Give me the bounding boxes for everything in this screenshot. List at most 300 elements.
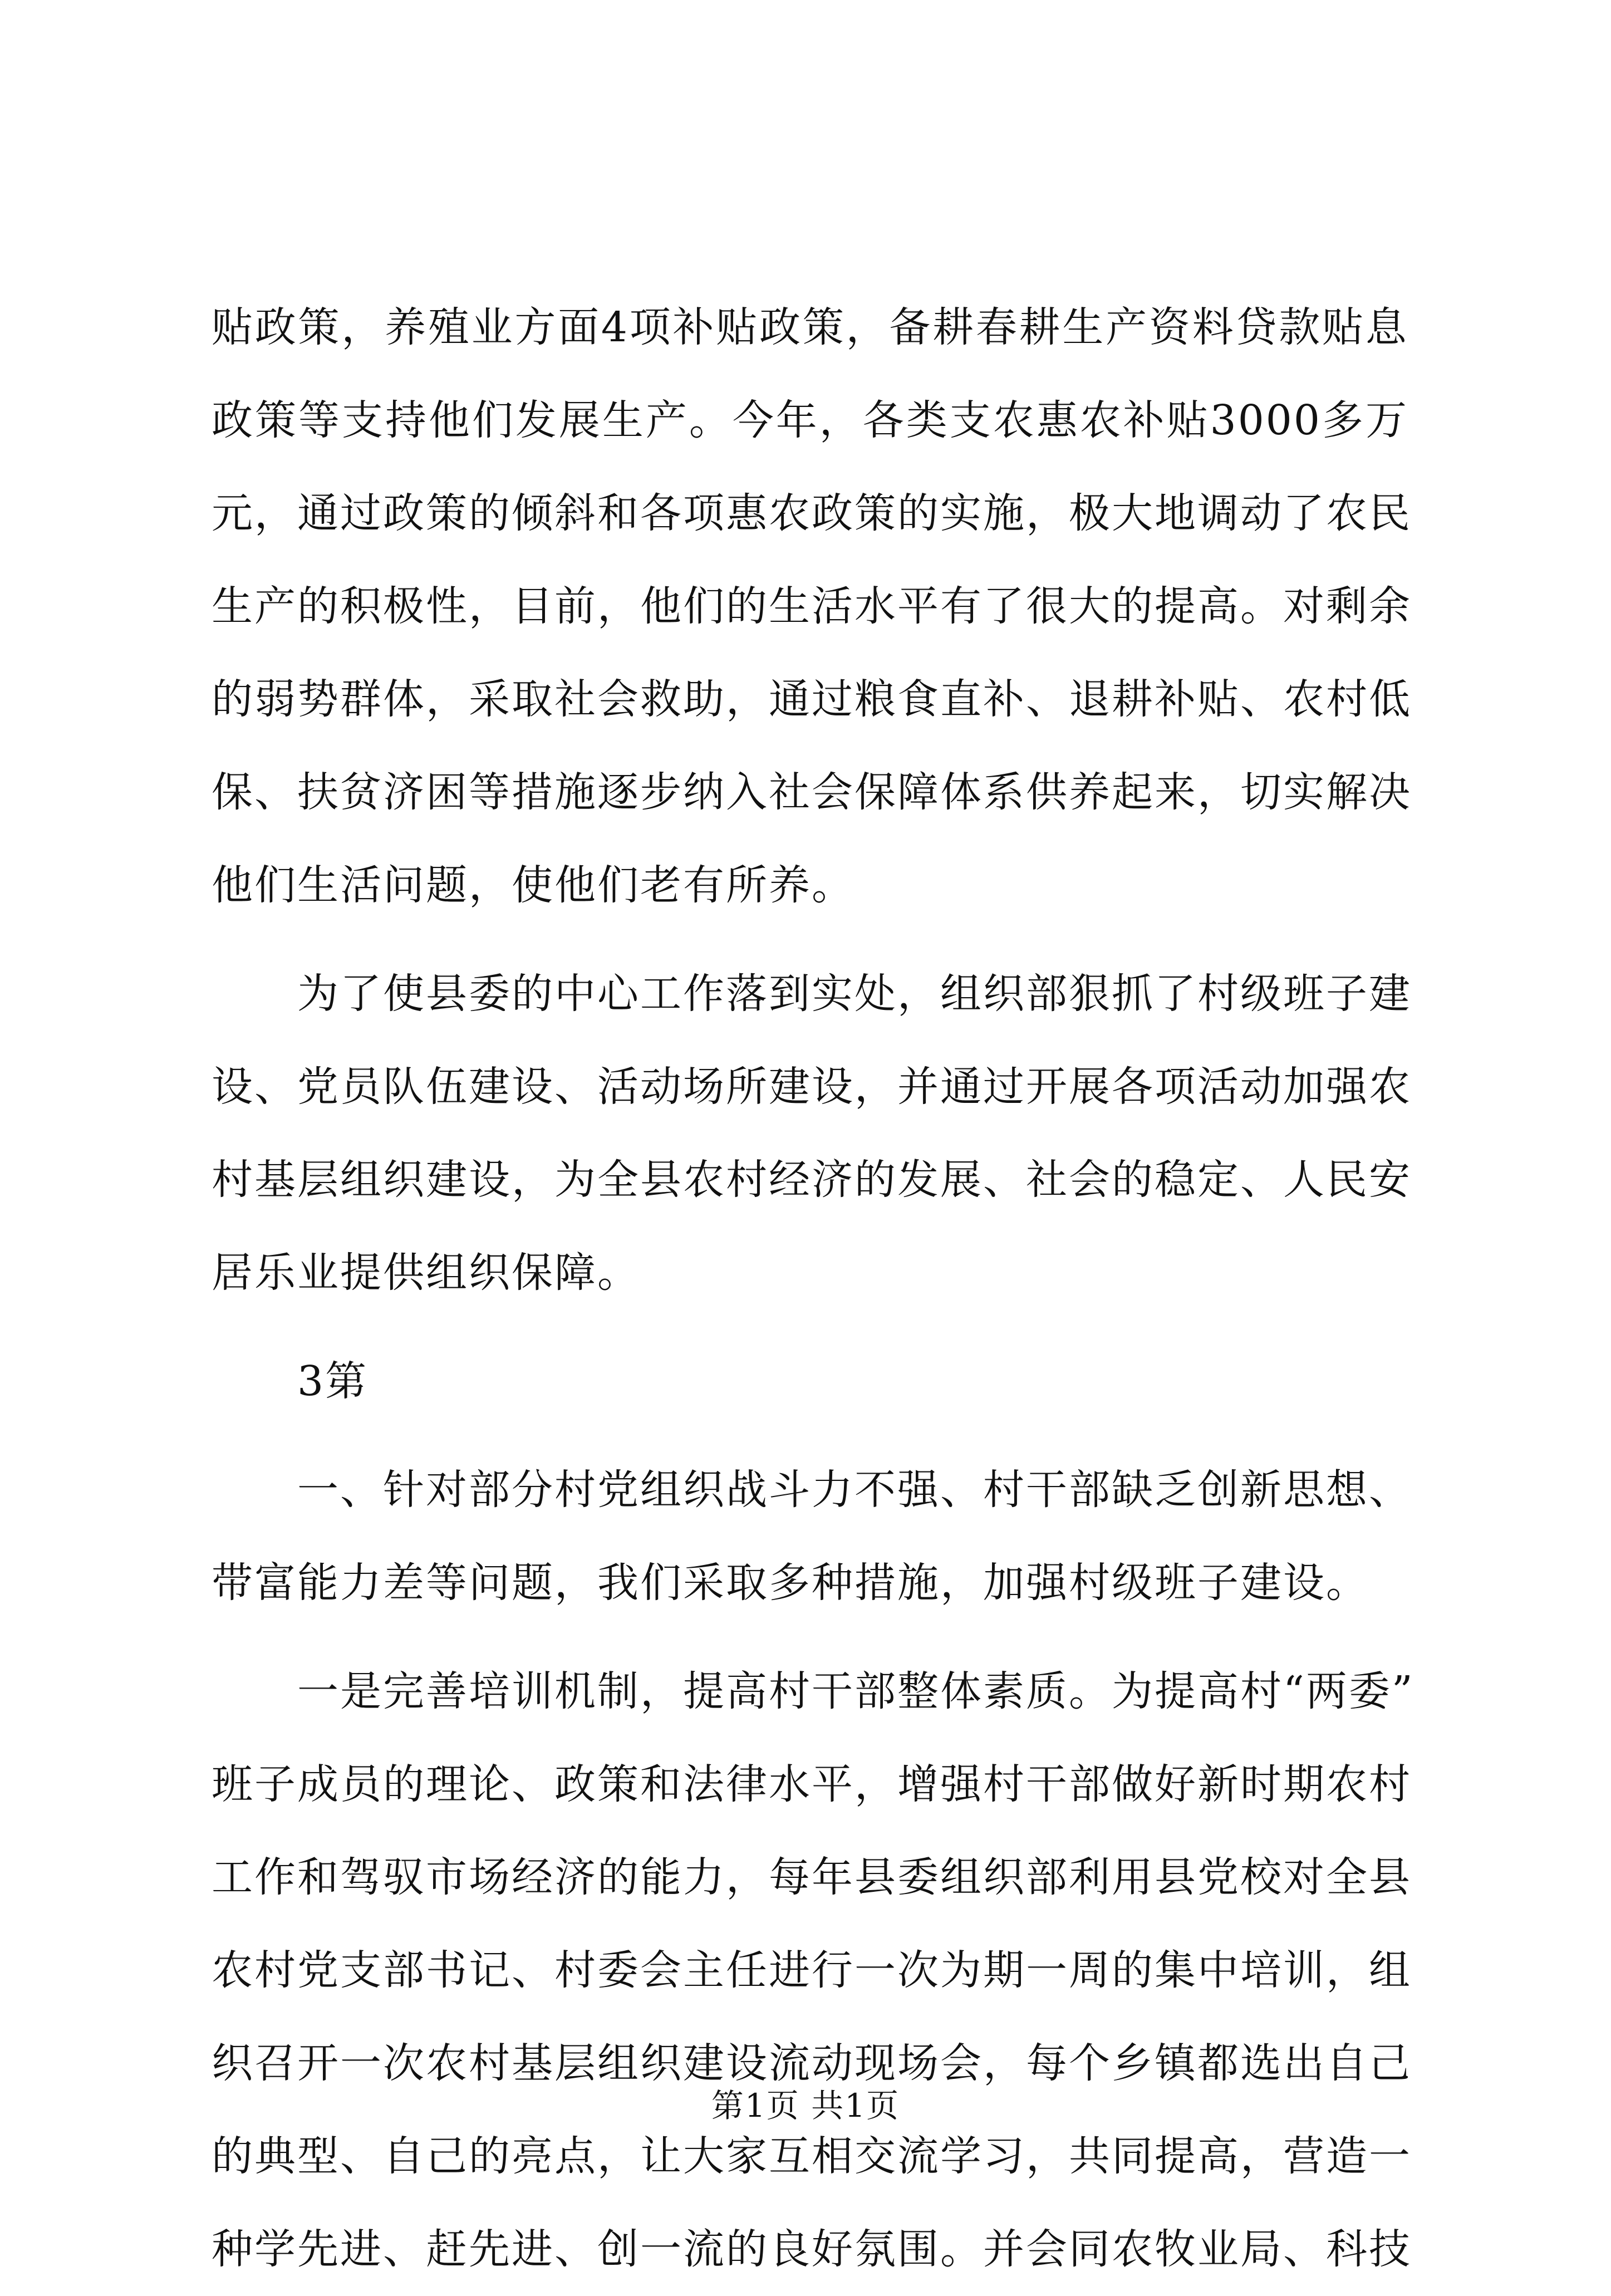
text-glyph: 现 bbox=[854, 2039, 897, 2087]
text-glyph: 新 bbox=[1240, 1466, 1283, 1514]
text-glyph: 采 bbox=[469, 675, 512, 723]
text-glyph: 政 bbox=[554, 1760, 597, 1808]
text-glyph: 村 bbox=[1197, 970, 1240, 1018]
paragraph bbox=[212, 1335, 1408, 1428]
text-glyph: 狠 bbox=[1069, 970, 1112, 1018]
text-glyph: 局 bbox=[1240, 2225, 1283, 2273]
text-glyph: ， bbox=[341, 303, 385, 351]
text-glyph: 科 bbox=[1326, 2225, 1369, 2273]
text-glyph: 活 bbox=[597, 1063, 640, 1111]
text-glyph: 农 bbox=[1112, 2225, 1155, 2273]
text-glyph: 他 bbox=[640, 582, 683, 630]
text-glyph: 牧 bbox=[1155, 2225, 1197, 2273]
text-glyph: 入 bbox=[726, 768, 769, 816]
text-glyph: 亮 bbox=[512, 2132, 554, 2180]
text-glyph: 织 bbox=[212, 2039, 254, 2087]
text-glyph: 今 bbox=[732, 396, 775, 444]
text-glyph: 产 bbox=[1106, 303, 1149, 351]
text-glyph: 扶 bbox=[297, 768, 340, 816]
text-glyph: ， bbox=[819, 396, 862, 444]
text-glyph: 措 bbox=[512, 768, 554, 816]
text-glyph: 村 bbox=[769, 1667, 812, 1715]
text-glyph: 策 bbox=[597, 1760, 640, 1808]
text-glyph: 保 bbox=[854, 768, 897, 816]
text-glyph: 、 bbox=[254, 1063, 297, 1111]
text-line: 居乐业提供组织保障。 bbox=[212, 1249, 640, 1297]
text-glyph: 建 bbox=[683, 2039, 726, 2087]
text-glyph: 实 bbox=[1283, 768, 1326, 816]
text-glyph: 补 bbox=[1155, 675, 1197, 723]
text-glyph: 新 bbox=[1197, 1760, 1240, 1808]
text-glyph: 剩 bbox=[1326, 582, 1369, 630]
text-glyph: 了 bbox=[1283, 489, 1326, 537]
text-glyph: 过 bbox=[812, 675, 854, 723]
text-glyph: 次 bbox=[897, 1946, 940, 1994]
text-glyph: 了 bbox=[1155, 970, 1197, 1018]
text-glyph: 直 bbox=[940, 675, 983, 723]
text-glyph: ， bbox=[897, 970, 940, 1018]
text-glyph: 贴 bbox=[716, 303, 759, 351]
text-glyph: 全 bbox=[597, 1156, 640, 1204]
text-glyph: 落 bbox=[726, 970, 769, 1018]
text-glyph: 思 bbox=[1283, 1466, 1326, 1514]
text-glyph: 取 bbox=[512, 675, 554, 723]
text-glyph: 善 bbox=[426, 1667, 469, 1715]
text-glyph: 各 bbox=[862, 396, 906, 444]
text-glyph: 委 bbox=[1348, 1667, 1392, 1715]
text-glyph: 织 bbox=[983, 1853, 1026, 1901]
text-glyph: 贴 bbox=[1166, 396, 1210, 444]
text-glyph: 很 bbox=[1026, 582, 1069, 630]
text-glyph: “ bbox=[1283, 1667, 1306, 1715]
text-glyph: 为 bbox=[554, 1156, 597, 1204]
text-glyph: 流 bbox=[897, 2132, 940, 2180]
page-footer: 第1页 共1页 bbox=[711, 2087, 900, 2125]
text-line: 3第 bbox=[297, 1357, 369, 1405]
text-glyph: 召 bbox=[254, 2039, 297, 2087]
text-glyph: 种 bbox=[212, 2225, 254, 2273]
text-glyph: 党 bbox=[597, 1466, 640, 1514]
text-glyph: 书 bbox=[426, 1946, 469, 1994]
text-glyph: 组 bbox=[1369, 1946, 1412, 1994]
text-glyph: 干 bbox=[1026, 1466, 1069, 1514]
text-glyph: 农 bbox=[426, 2039, 469, 2087]
text-glyph: 们 bbox=[471, 396, 515, 444]
text-glyph: 发 bbox=[897, 1156, 940, 1204]
text-glyph: 备 bbox=[889, 303, 932, 351]
text-glyph: 论 bbox=[469, 1760, 512, 1808]
text-glyph: 和 bbox=[297, 1853, 340, 1901]
text-glyph: 济 bbox=[812, 1156, 854, 1204]
text-glyph: 贴 bbox=[1322, 303, 1365, 351]
text-glyph: 生 bbox=[1062, 303, 1106, 351]
text-glyph: 到 bbox=[769, 970, 812, 1018]
text-glyph: 政 bbox=[812, 489, 854, 537]
text-glyph: 村 bbox=[726, 1156, 769, 1204]
text-glyph: 项 bbox=[1155, 1063, 1197, 1111]
text-glyph: 子 bbox=[254, 1760, 297, 1808]
text-glyph: 队 bbox=[383, 1063, 426, 1111]
text-glyph: 3000 bbox=[1210, 396, 1322, 444]
text-glyph: 为 bbox=[940, 1946, 983, 1994]
text-glyph: 逐 bbox=[597, 768, 640, 816]
text-glyph: 的 bbox=[469, 489, 512, 537]
text-glyph: 型 bbox=[297, 2132, 340, 2180]
text-glyph: 县 bbox=[426, 970, 469, 1018]
text-glyph: 部 bbox=[1026, 1853, 1069, 1901]
text-glyph: 组 bbox=[940, 970, 983, 1018]
text-line bbox=[212, 1831, 1412, 1924]
text-glyph: 过 bbox=[340, 489, 383, 537]
text-glyph: 通 bbox=[297, 489, 340, 537]
text-glyph: 。 bbox=[940, 2225, 983, 2273]
text-glyph: 农 bbox=[1326, 1760, 1369, 1808]
text-glyph: 流 bbox=[683, 2225, 726, 2273]
paragraph bbox=[212, 1444, 1412, 1630]
text-line bbox=[212, 281, 1408, 374]
text-glyph: 行 bbox=[812, 1946, 854, 1994]
text-glyph: 供 bbox=[1026, 768, 1069, 816]
text-glyph: 委 bbox=[469, 970, 512, 1018]
text-glyph: 党 bbox=[297, 1946, 340, 1994]
text-glyph: ， bbox=[1026, 489, 1069, 537]
text-glyph: 元 bbox=[212, 489, 254, 537]
text-glyph: 惠 bbox=[1036, 396, 1079, 444]
text-glyph: 一 bbox=[297, 1466, 340, 1514]
text-glyph: 农 bbox=[1369, 1063, 1412, 1111]
text-glyph: 一 bbox=[340, 2039, 383, 2087]
text-glyph: 为 bbox=[1112, 1667, 1155, 1715]
text-line bbox=[212, 374, 1408, 467]
text-glyph: ， bbox=[846, 303, 889, 351]
text-glyph: 习 bbox=[983, 2132, 1026, 2180]
text-glyph: 社 bbox=[1026, 1156, 1069, 1204]
text-glyph: 己 bbox=[426, 2132, 469, 2180]
text-glyph: 动 bbox=[1240, 1063, 1283, 1111]
text-glyph: 展 bbox=[558, 396, 602, 444]
text-glyph: 政 bbox=[383, 489, 426, 537]
text-glyph: 困 bbox=[426, 768, 469, 816]
text-glyph: 次 bbox=[383, 2039, 426, 2087]
text-glyph: 集 bbox=[1155, 1946, 1197, 1994]
text-glyph: ， bbox=[854, 1063, 897, 1111]
text-glyph: 余 bbox=[1369, 582, 1412, 630]
text-glyph: 粮 bbox=[854, 675, 897, 723]
text-glyph: 设 bbox=[812, 1063, 854, 1111]
text-glyph: ， bbox=[726, 675, 769, 723]
text-glyph: 对 bbox=[1283, 582, 1326, 630]
text-glyph: 政 bbox=[759, 303, 803, 351]
text-glyph: 体 bbox=[940, 1667, 983, 1715]
text-glyph: 会 bbox=[940, 2039, 983, 2087]
text-glyph: 设 bbox=[212, 1063, 254, 1111]
text-glyph: 的 bbox=[726, 2225, 769, 2273]
text-glyph: 4 bbox=[601, 303, 629, 351]
text-glyph: 记 bbox=[469, 1946, 512, 1994]
text-glyph: 体 bbox=[383, 675, 426, 723]
text-glyph: 活 bbox=[1197, 1063, 1240, 1111]
text-glyph: 设 bbox=[512, 1063, 554, 1111]
text-glyph: 万 bbox=[1365, 396, 1408, 444]
text-glyph: ， bbox=[1197, 768, 1240, 816]
text-glyph: 基 bbox=[512, 2039, 554, 2087]
text-glyph: 、 bbox=[554, 2225, 597, 2273]
text-glyph: 弱 bbox=[254, 675, 297, 723]
text-glyph: 赶 bbox=[426, 2225, 469, 2273]
text-glyph: 建 bbox=[426, 1156, 469, 1204]
text-glyph: 层 bbox=[554, 2039, 597, 2087]
text-glyph: ， bbox=[469, 582, 512, 630]
text-glyph: 息 bbox=[1365, 303, 1408, 351]
text-glyph: 法 bbox=[683, 1760, 726, 1808]
text-glyph: 定 bbox=[1197, 1156, 1240, 1204]
text-line bbox=[212, 1645, 1414, 1738]
text-glyph: 利 bbox=[1069, 1853, 1112, 1901]
text-glyph: 他 bbox=[428, 396, 471, 444]
text-glyph: 村 bbox=[1326, 675, 1369, 723]
text-glyph: 调 bbox=[1197, 489, 1240, 537]
text-glyph: 氛 bbox=[854, 2225, 897, 2273]
text-glyph: 部 bbox=[469, 1466, 512, 1514]
text-glyph: 殖 bbox=[428, 303, 471, 351]
text-glyph: 想 bbox=[1326, 1466, 1369, 1514]
text-glyph: 织 bbox=[383, 1156, 426, 1204]
text-glyph: 自 bbox=[1326, 2039, 1369, 2087]
text-glyph: 支 bbox=[340, 1946, 383, 1994]
text-glyph: ， bbox=[426, 675, 469, 723]
text-glyph: 农 bbox=[1326, 489, 1369, 537]
text-glyph: 村 bbox=[1240, 1667, 1283, 1715]
text-glyph: ， bbox=[254, 489, 297, 537]
text-glyph: 贫 bbox=[340, 768, 383, 816]
text-glyph: 分 bbox=[512, 1466, 554, 1514]
text-glyph: 解 bbox=[1326, 768, 1369, 816]
text-glyph: 建 bbox=[769, 1063, 812, 1111]
text-glyph: 培 bbox=[1240, 1946, 1283, 1994]
text-glyph: 心 bbox=[597, 970, 640, 1018]
text-glyph: 年 bbox=[812, 1853, 854, 1901]
text-glyph: 织 bbox=[983, 970, 1026, 1018]
text-glyph: 等 bbox=[469, 768, 512, 816]
text-glyph: 县 bbox=[1369, 1853, 1412, 1901]
text-glyph: 素 bbox=[983, 1667, 1026, 1715]
text-glyph: 组 bbox=[340, 1156, 383, 1204]
text-glyph: 起 bbox=[1112, 768, 1155, 816]
body-text bbox=[212, 281, 1414, 2296]
text-glyph: 极 bbox=[1069, 489, 1112, 537]
text-glyph: 工 bbox=[212, 1853, 254, 1901]
text-glyph: 部 bbox=[1069, 1760, 1112, 1808]
text-glyph: 、 bbox=[340, 1466, 383, 1514]
text-glyph: 、 bbox=[1369, 1466, 1412, 1514]
text-glyph: 性 bbox=[426, 582, 469, 630]
text-glyph: 部 bbox=[1026, 970, 1069, 1018]
text-glyph: 和 bbox=[597, 489, 640, 537]
text-glyph: 耕 bbox=[932, 303, 976, 351]
text-glyph: 委 bbox=[897, 1853, 940, 1901]
text-glyph: 增 bbox=[897, 1760, 940, 1808]
text-glyph: 、 bbox=[254, 768, 297, 816]
text-glyph: 缺 bbox=[1112, 1466, 1155, 1514]
text-glyph: 战 bbox=[726, 1466, 769, 1514]
text-glyph: 基 bbox=[254, 1156, 297, 1204]
text-glyph: 济 bbox=[554, 1853, 597, 1901]
text-glyph: 对 bbox=[426, 1466, 469, 1514]
text-glyph: 不 bbox=[854, 1466, 897, 1514]
text-glyph: 款 bbox=[1279, 303, 1322, 351]
text-glyph: 学 bbox=[940, 2132, 983, 2180]
text-glyph: 组 bbox=[597, 2039, 640, 2087]
text-glyph: 纳 bbox=[683, 768, 726, 816]
text-glyph: 成 bbox=[297, 1760, 340, 1808]
text-glyph: 每 bbox=[769, 1853, 812, 1901]
text-line bbox=[212, 1134, 1412, 1227]
text-glyph: 惠 bbox=[726, 489, 769, 537]
text-glyph: 生 bbox=[212, 582, 254, 630]
text-glyph: 伍 bbox=[426, 1063, 469, 1111]
text-glyph: 农 bbox=[1079, 396, 1123, 444]
text-glyph: 耕 bbox=[1112, 675, 1155, 723]
text-glyph: 支 bbox=[949, 396, 993, 444]
text-glyph: 目 bbox=[512, 582, 554, 630]
text-glyph: 生 bbox=[769, 582, 812, 630]
text-glyph: 组 bbox=[940, 1853, 983, 1901]
text-glyph: 安 bbox=[1369, 1156, 1412, 1204]
text-glyph: 实 bbox=[812, 970, 854, 1018]
text-glyph: 障 bbox=[897, 768, 940, 816]
text-glyph: 县 bbox=[854, 1853, 897, 1901]
text-glyph: 围 bbox=[897, 2225, 940, 2273]
text-line bbox=[212, 1924, 1412, 2017]
text-glyph: 创 bbox=[597, 2225, 640, 2273]
text-glyph: 一 bbox=[1369, 2132, 1412, 2180]
text-glyph: 镇 bbox=[1155, 2039, 1197, 2087]
text-glyph: 处 bbox=[854, 970, 897, 1018]
text-glyph: 春 bbox=[975, 303, 1019, 351]
text-glyph: 生 bbox=[602, 396, 645, 444]
text-glyph: 对 bbox=[1283, 1853, 1326, 1901]
text-glyph: 时 bbox=[1240, 1760, 1283, 1808]
text-glyph: 每 bbox=[1026, 2039, 1069, 2087]
text-glyph: 大 bbox=[1112, 489, 1155, 537]
text-glyph: 救 bbox=[640, 675, 683, 723]
text-glyph: 、 bbox=[983, 1156, 1026, 1204]
text-glyph: 提 bbox=[1155, 2132, 1197, 2180]
text-glyph: 并 bbox=[897, 1063, 940, 1111]
text-glyph: 会 bbox=[812, 768, 854, 816]
text-glyph: 政 bbox=[212, 396, 254, 444]
text-glyph: 产 bbox=[254, 582, 297, 630]
text-glyph: 动 bbox=[812, 2039, 854, 2087]
text-glyph: 期 bbox=[1283, 1760, 1326, 1808]
text-glyph: 开 bbox=[1026, 1063, 1069, 1111]
text-glyph: 系 bbox=[983, 768, 1026, 816]
text-glyph: 、 bbox=[1240, 1156, 1283, 1204]
text-glyph: 类 bbox=[906, 396, 949, 444]
text-glyph: 助 bbox=[683, 675, 726, 723]
text-glyph: 主 bbox=[683, 1946, 726, 1994]
text-glyph: 是 bbox=[340, 1667, 383, 1715]
text-glyph: 策 bbox=[426, 489, 469, 537]
text-glyph: 贴 bbox=[1197, 675, 1240, 723]
text-glyph: 支 bbox=[341, 396, 385, 444]
text-glyph: 周 bbox=[1069, 1946, 1112, 1994]
text-glyph: 层 bbox=[297, 1156, 340, 1204]
text-glyph: 同 bbox=[1112, 2132, 1155, 2180]
text-glyph: 实 bbox=[940, 489, 983, 537]
text-glyph: 共 bbox=[1069, 2132, 1112, 2180]
text-glyph: 部 bbox=[1069, 1466, 1112, 1514]
text-glyph: 律 bbox=[726, 1760, 769, 1808]
text-glyph: 耕 bbox=[1019, 303, 1062, 351]
text-glyph: ， bbox=[726, 1853, 769, 1901]
text-glyph: 高 bbox=[1197, 582, 1240, 630]
text-glyph: 典 bbox=[254, 2132, 297, 2180]
text-glyph: 资 bbox=[1148, 303, 1192, 351]
text-glyph: 高 bbox=[726, 1667, 769, 1715]
text-glyph: ， bbox=[1326, 1946, 1369, 1994]
text-glyph: 场 bbox=[683, 1063, 726, 1111]
text-glyph: 、 bbox=[340, 2132, 383, 2180]
text-glyph: 策 bbox=[254, 396, 298, 444]
text-glyph: 大 bbox=[683, 2132, 726, 2180]
text-glyph: 村 bbox=[469, 2039, 512, 2087]
text-glyph: 通 bbox=[769, 675, 812, 723]
text-glyph: 场 bbox=[469, 1853, 512, 1901]
paragraph bbox=[212, 1645, 1414, 2296]
text-glyph: 斗 bbox=[769, 1466, 812, 1514]
text-glyph: 并 bbox=[983, 2225, 1026, 2273]
text-glyph: 发 bbox=[515, 396, 558, 444]
text-glyph: 、 bbox=[383, 2225, 426, 2273]
text-glyph: 会 bbox=[1069, 1156, 1112, 1204]
text-glyph: 两 bbox=[1305, 1667, 1349, 1715]
text-glyph: 班 bbox=[1283, 970, 1326, 1018]
text-glyph: 的 bbox=[212, 675, 254, 723]
text-glyph: 建 bbox=[1369, 970, 1412, 1018]
text-glyph: 决 bbox=[1369, 768, 1412, 816]
text-glyph: 农 bbox=[993, 396, 1036, 444]
text-glyph: 干 bbox=[1026, 1760, 1069, 1808]
text-glyph: 项 bbox=[683, 489, 726, 537]
text-glyph: 展 bbox=[940, 1156, 983, 1204]
text-glyph: 市 bbox=[426, 1853, 469, 1901]
text-glyph: 、 bbox=[1026, 675, 1069, 723]
text-glyph: 部 bbox=[854, 1667, 897, 1715]
text-glyph: 食 bbox=[897, 675, 940, 723]
text-glyph: ， bbox=[854, 1760, 897, 1808]
text-glyph: 村 bbox=[1369, 1760, 1412, 1808]
text-line bbox=[212, 560, 1412, 653]
text-glyph: 驾 bbox=[340, 1853, 383, 1901]
text-glyph: 提 bbox=[683, 1667, 726, 1715]
text-glyph: 济 bbox=[383, 768, 426, 816]
text-glyph: 力 bbox=[812, 1466, 854, 1514]
text-glyph: 使 bbox=[383, 970, 426, 1018]
text-glyph: 高 bbox=[1197, 2132, 1240, 2180]
text-glyph: 的 bbox=[1112, 1156, 1155, 1204]
text-glyph: 保 bbox=[212, 768, 254, 816]
text-line bbox=[212, 467, 1412, 560]
text-line bbox=[212, 746, 1412, 839]
text-glyph: 训 bbox=[1283, 1946, 1326, 1994]
text-glyph: 策 bbox=[802, 303, 846, 351]
text-glyph: 能 bbox=[640, 1853, 683, 1901]
text-glyph: 理 bbox=[426, 1760, 469, 1808]
text-glyph: ， bbox=[1240, 2132, 1283, 2180]
text-glyph: 村 bbox=[212, 1156, 254, 1204]
text-glyph: 进 bbox=[512, 2225, 554, 2273]
